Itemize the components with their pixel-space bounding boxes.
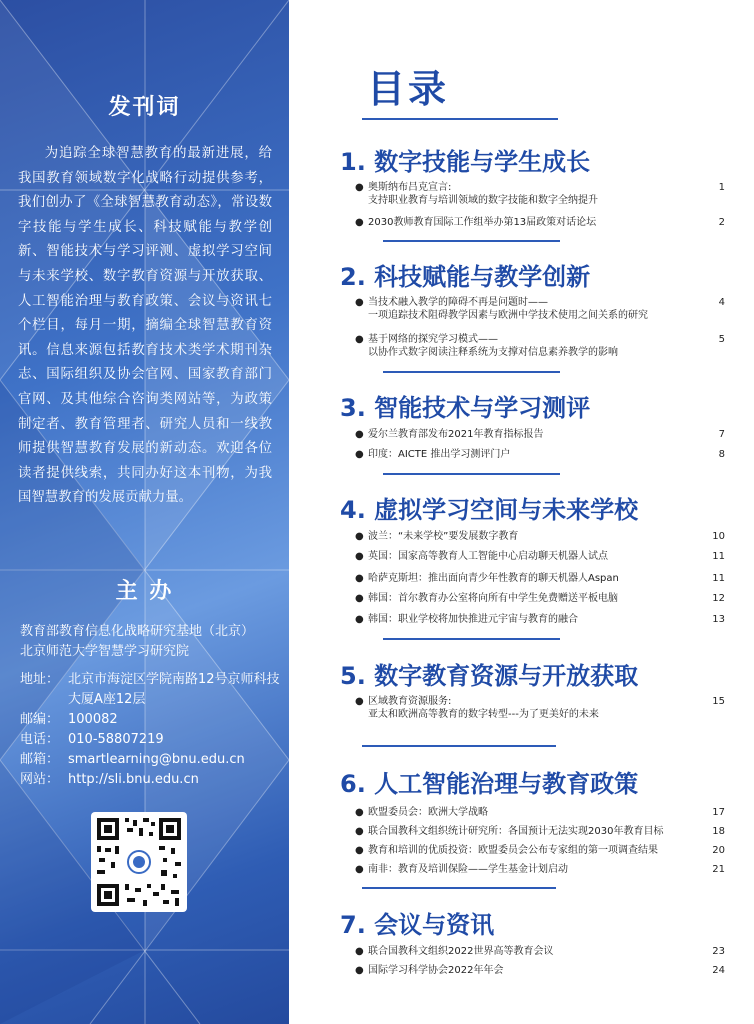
toc-title: 目录 — [367, 67, 450, 111]
bullet-icon: ● — [355, 826, 364, 837]
bullet-icon: ● — [355, 593, 364, 604]
contact-website: 网站： http://sli.bnu.edu.cn — [20, 772, 199, 787]
section-heading[interactable]: 6. 人工智能治理与教育政策 — [340, 770, 639, 798]
bullet-icon: ● — [355, 696, 364, 707]
section-heading[interactable]: 7. 会议与资讯 — [340, 911, 495, 939]
section-heading[interactable]: 3. 智能技术与学习测评 — [340, 394, 591, 422]
section-heading[interactable]: 4. 虚拟学习空间与未来学校 — [340, 496, 639, 524]
contact-info — [20, 670, 282, 790]
organizer-list — [20, 622, 282, 662]
bullet-icon: ● — [355, 531, 364, 542]
foreword-title: 发刊词 — [108, 95, 181, 120]
contact-email: 邮箱： smartlearning@bnu.edu.cn — [20, 752, 245, 767]
bullet-icon: ● — [355, 807, 364, 818]
section-divider — [383, 371, 560, 373]
section-heading[interactable]: 5. 数字教育资源与开放获取 — [340, 662, 639, 690]
section-heading[interactable]: 1. 数字技能与学生成长 — [340, 148, 591, 176]
bullet-icon: ● — [355, 297, 364, 308]
section-divider — [362, 887, 556, 889]
bullet-icon: ● — [355, 429, 364, 440]
section-divider — [362, 745, 556, 747]
bullet-icon: ● — [355, 965, 364, 976]
section-divider — [383, 240, 560, 242]
bullet-icon: ● — [355, 864, 364, 875]
foreword-text: 为追踪全球智慧教育的最新进展，给我国教育领域数字化战略行动提供参考，我们创办了《全球智慧教育动态》，常设数字技能与学生成长、科技赋能与教学创新、智能技术与学习评测、虚拟学习空间与未来学校、数字教育资源与开放获取、人工智能治理与教育政策、会议与资讯七个栏目，每月一期，摘编全球智慧教育资讯。信息来源包括教育技术类学术期刊杂志、国际组织及协会官网、国家教育部门官网、及其他综合咨询类网站等，为政策制定者、教育管理者、研究人员和一线教师提供智慧教育发展的新动态。欢迎各位读者提供线索，共同办好这本刊物，为我国智慧教育的发展贡献力量。 — [18, 146, 272, 506]
contact-postcode: 邮编： 100082 — [20, 712, 118, 727]
bullet-icon: ● — [355, 182, 364, 193]
bullet-icon: ● — [355, 573, 364, 584]
title-underline — [362, 118, 558, 120]
section-divider — [383, 473, 560, 475]
bullet-icon: ● — [355, 217, 364, 228]
bullet-icon: ● — [355, 614, 364, 625]
organizer-title: 主 办 — [115, 579, 174, 604]
contact-phone: 电话： 010-58807219 — [20, 732, 164, 747]
qr-code-icon — [91, 812, 187, 912]
contact-address: 地址： 北京市海淀区学院南路12号京师科技大厦A座12层 — [20, 672, 280, 707]
organizer-item: 教育部教育信息化战略研究基地（北京） — [20, 624, 255, 639]
bullet-icon: ● — [355, 946, 364, 957]
left-panel — [0, 0, 289, 1024]
section-divider — [383, 638, 560, 640]
section-heading[interactable]: 2. 科技赋能与教学创新 — [340, 263, 591, 291]
organizer-item: 北京师范大学智慧学习研究院 — [20, 644, 190, 659]
bullet-icon: ● — [355, 551, 364, 562]
bullet-icon: ● — [355, 845, 364, 856]
bullet-icon: ● — [355, 449, 364, 460]
bullet-icon: ● — [355, 334, 364, 345]
